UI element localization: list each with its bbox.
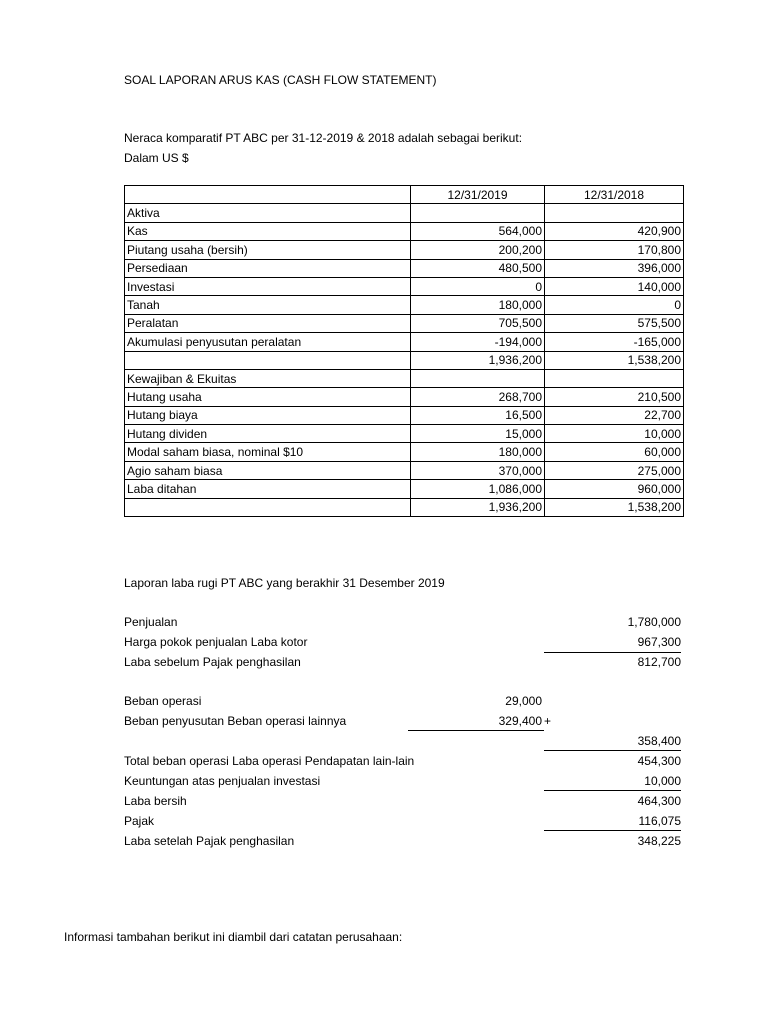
table-row bbox=[125, 259, 684, 277]
table-cell: Laba ditahan bbox=[125, 480, 411, 498]
table-row bbox=[125, 480, 684, 498]
table-row bbox=[125, 443, 684, 461]
table-row bbox=[125, 314, 684, 332]
beban-operasi-mid: 29,000 bbox=[505, 694, 542, 708]
table-cell: Peralatan bbox=[125, 314, 411, 332]
table-cell: 370,000 bbox=[411, 461, 545, 479]
table-cell: 575,500 bbox=[545, 314, 684, 332]
table-cell: 480,500 bbox=[411, 259, 545, 277]
table-cell: Tanah bbox=[125, 296, 411, 314]
table-cell: 0 bbox=[411, 277, 545, 295]
laba-setelah-value: 348,225 bbox=[637, 834, 681, 848]
table-cell: 200,200 bbox=[411, 241, 545, 259]
table-cell: -194,000 bbox=[411, 333, 545, 351]
underline-hpp bbox=[544, 652, 681, 653]
laba-sebelum-value: 812,700 bbox=[637, 655, 681, 669]
pajak-label: Pajak bbox=[124, 814, 155, 828]
subtotal-value: 358,400 bbox=[637, 734, 681, 748]
table-cell: 60,000 bbox=[545, 443, 684, 461]
table-cell: 210,500 bbox=[545, 388, 684, 406]
table-cell bbox=[545, 369, 684, 387]
balance-intro: Neraca komparatif PT ABC per 31-12-2019 & 2018 adalah sebagai berikut: bbox=[124, 131, 523, 145]
table-cell: Akumulasi penyusutan peralatan bbox=[125, 333, 411, 351]
table-cell: Hutang usaha bbox=[125, 388, 411, 406]
table-cell: 140,000 bbox=[545, 277, 684, 295]
penjualan-label: Penjualan bbox=[124, 615, 178, 629]
table-row bbox=[125, 277, 684, 295]
table-cell bbox=[125, 351, 411, 369]
table-row bbox=[125, 333, 684, 351]
table-cell: 396,000 bbox=[545, 259, 684, 277]
table-cell: 16,500 bbox=[411, 406, 545, 424]
table-cell: 420,900 bbox=[545, 222, 684, 240]
table-cell: 180,000 bbox=[411, 443, 545, 461]
table-header-row bbox=[125, 186, 684, 204]
underline-keuntungan bbox=[544, 790, 681, 791]
keuntungan-value: 10,000 bbox=[644, 774, 681, 788]
income-statement-title: Laporan laba rugi PT ABC yang berakhir 31 Desember 2019 bbox=[124, 576, 445, 590]
table-row bbox=[125, 204, 684, 222]
table-cell: 15,000 bbox=[411, 425, 545, 443]
table-cell: 180,000 bbox=[411, 296, 545, 314]
table-cell: 275,000 bbox=[545, 461, 684, 479]
table-cell: 268,700 bbox=[411, 388, 545, 406]
beban-penyusutan-label: Beban penyusutan Beban operasi lainnya bbox=[124, 714, 347, 728]
table-cell: 705,500 bbox=[411, 314, 545, 332]
table-cell: 1,936,200 bbox=[411, 351, 545, 369]
table-cell: 0 bbox=[545, 296, 684, 314]
document-title: SOAL LAPORAN ARUS KAS (CASH FLOW STATEMENT) bbox=[124, 73, 437, 87]
laba-setelah-label: Laba setelah Pajak penghasilan bbox=[124, 834, 295, 848]
table-cell bbox=[411, 369, 545, 387]
table-cell: Kewajiban & Ekuitas bbox=[125, 369, 411, 387]
table-row bbox=[125, 498, 684, 516]
table-cell: 22,700 bbox=[545, 406, 684, 424]
table-cell: 1,538,200 bbox=[545, 351, 684, 369]
beban-penyusutan-mid: 329,400 bbox=[498, 714, 542, 728]
table-cell: Modal saham biasa, nominal $10 bbox=[125, 443, 411, 461]
table-cell bbox=[125, 498, 411, 516]
table-cell: -165,000 bbox=[545, 333, 684, 351]
hpp-label: Harga pokok penjualan Laba kotor bbox=[124, 635, 308, 649]
table-cell: 1,538,200 bbox=[545, 498, 684, 516]
table-cell: Persediaan bbox=[125, 259, 411, 277]
beban-operasi-label: Beban operasi bbox=[124, 694, 202, 708]
header-cell: 12/31/2019 bbox=[411, 186, 545, 204]
table-cell: 170,800 bbox=[545, 241, 684, 259]
table-cell bbox=[411, 204, 545, 222]
header-cell bbox=[125, 186, 411, 204]
table-row bbox=[125, 296, 684, 314]
table-row bbox=[125, 241, 684, 259]
laba-bersih-label: Laba bersih bbox=[124, 794, 187, 808]
underline-beban bbox=[408, 730, 544, 731]
table-cell: Agio saham biasa bbox=[125, 461, 411, 479]
total-beban-value: 454,300 bbox=[637, 754, 681, 768]
plus-sign: + bbox=[544, 714, 552, 728]
table-cell: 1,936,200 bbox=[411, 498, 545, 516]
additional-info: Informasi tambahan berikut ini diambil dari catatan perusahaan: bbox=[64, 930, 403, 944]
table-row bbox=[125, 406, 684, 424]
table-row bbox=[125, 222, 684, 240]
table-row bbox=[125, 461, 684, 479]
table-cell: Piutang usaha (bersih) bbox=[125, 241, 411, 259]
table-cell: Investasi bbox=[125, 277, 411, 295]
table-row bbox=[125, 425, 684, 443]
table-cell: 564,000 bbox=[411, 222, 545, 240]
laba-sebelum-label: Laba sebelum Pajak penghasilan bbox=[124, 655, 301, 669]
header-cell: 12/31/2018 bbox=[545, 186, 684, 204]
keuntungan-label: Keuntungan atas penjualan investasi bbox=[124, 774, 321, 788]
underline-subtotal bbox=[544, 750, 681, 751]
table-row bbox=[125, 388, 684, 406]
table-cell: Hutang biaya bbox=[125, 406, 411, 424]
pajak-value: 116,075 bbox=[638, 814, 681, 828]
underline-pajak bbox=[544, 830, 681, 831]
balance-sheet-table bbox=[124, 185, 684, 517]
currency-note: Dalam US $ bbox=[124, 151, 189, 165]
penjualan-value: 1,780,000 bbox=[627, 615, 681, 629]
table-row bbox=[125, 351, 684, 369]
table-cell bbox=[545, 204, 684, 222]
table-cell: Aktiva bbox=[125, 204, 411, 222]
table-cell: Kas bbox=[125, 222, 411, 240]
table-row bbox=[125, 369, 684, 387]
total-beban-label: Total beban operasi Laba operasi Pendapatan lain-lain bbox=[124, 754, 415, 768]
laba-bersih-value: 464,300 bbox=[637, 794, 681, 808]
table-cell: 960,000 bbox=[545, 480, 684, 498]
hpp-value: 967,300 bbox=[637, 635, 681, 649]
table-cell: 1,086,000 bbox=[411, 480, 545, 498]
table-cell: 10,000 bbox=[545, 425, 684, 443]
table-cell: Hutang dividen bbox=[125, 425, 411, 443]
